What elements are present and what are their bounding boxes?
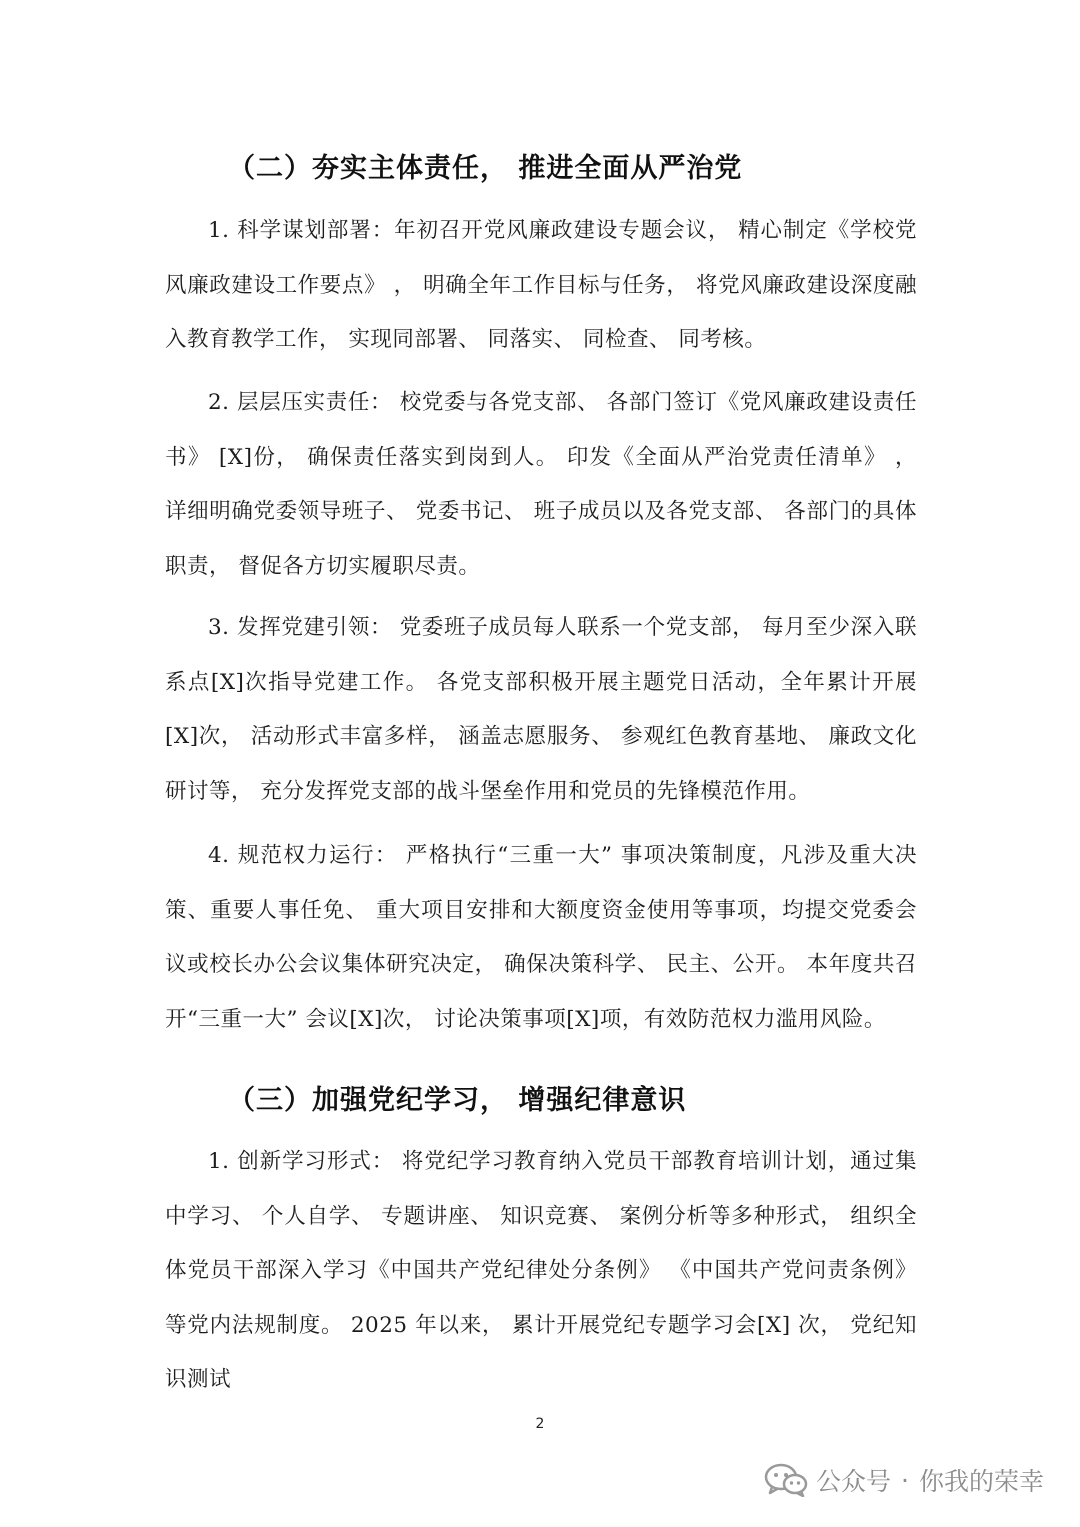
- wechat-icon: [764, 1463, 808, 1497]
- watermark-label: 公众号: [816, 1467, 892, 1496]
- paragraph-5: 1. 创新学习形式： 将党纪学习教育纳入党员干部教育培训计划，通过集中学习、 个人自学、 专题讲座、 知识竞赛、 案例分析等多种形式， 组织全体党员干部深入学习《中国共产党纪律处分条例》 《中国共产党问责条例》 等党内法规制度。 2025 年以来， 累计开展党纪专题学习会[X] 次， 党纪知识测试: [165, 1149, 917, 1392]
- paragraph-3: 3. 发挥党建引领： 党委班子成员每人联系一个党支部， 每月至少深入联系点[X]次指导党建工作。 各党支部积极开展主题党日活动，全年累计开展[X]次， 活动形式丰富多样， 涵盖志愿服务、 参观红色教育基地、 廉政文化研讨等， 充分发挥党支部的战斗堡垒作用和党员的先锋模范作用。: [165, 615, 917, 804]
- section-heading-three: （三）加强党纪学习， 增强纪律意识: [228, 1085, 687, 1116]
- watermark-separator: ·: [901, 1465, 909, 1495]
- paragraph-2: 2. 层层压实责任： 校党委与各党支部、 各部门签订《党风廉政建设责任书》 [X]份， 确保责任落实到岗到人。 印发《全面从严治党责任清单》 ， 详细明确党委领导班子、 党委书记、 班子成员以及各党支部、 各部门的具体职责， 督促各方切实履职尽责。: [165, 390, 917, 579]
- watermark-account: 你我的荣幸: [918, 1467, 1044, 1496]
- section-heading-two: （二）夯实主体责任， 推进全面从严治党: [228, 153, 743, 184]
- page-number: 2: [535, 1416, 545, 1432]
- paragraph-1: 1. 科学谋划部署：年初召开党风廉政建设专题会议， 精心制定《学校党风廉政建设工作要点》 ， 明确全年工作目标与任务， 将党风廉政建设深度融入教育教学工作， 实现同部署、 同落实、 同检查、 同考核。: [165, 218, 917, 352]
- paragraph-4: 4. 规范权力运行： 严格执行“三重一大” 事项决策制度，凡涉及重大决策、重要人事任免、 重大项目安排和大额度资金使用等事项，均提交党委会议或校长办公会议集体研究决定， 确保决策科学、 民主、公开。 本年度共召开“三重一大” 会议[X]次， 讨论决策事项[X]项，有效防范权力滥用风险。: [165, 843, 917, 1032]
- wechat-watermark: [764, 1462, 1044, 1498]
